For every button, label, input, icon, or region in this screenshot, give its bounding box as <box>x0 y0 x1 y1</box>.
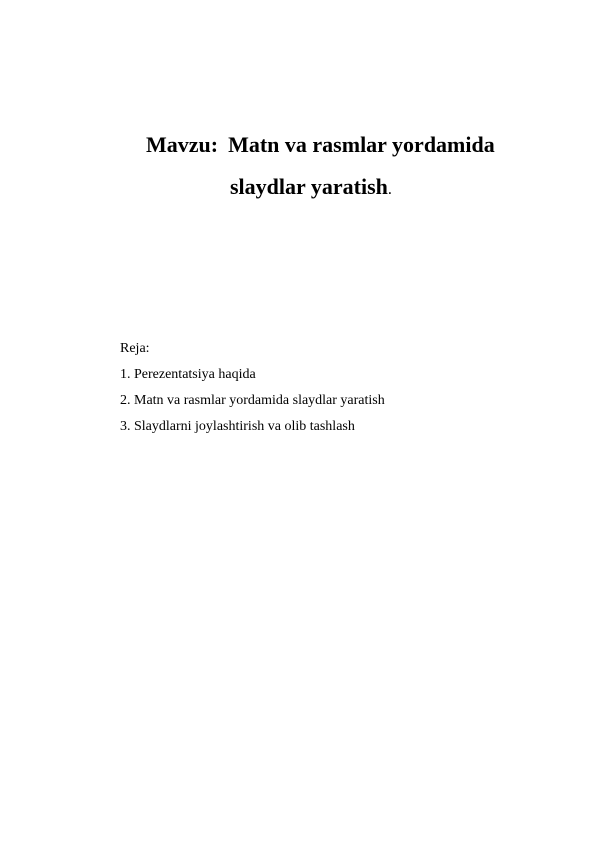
plan-item-1: 1. Perezentatsiya haqida <box>120 367 256 382</box>
title-label: Mavzu: <box>146 132 219 157</box>
title-period: . <box>387 181 392 198</box>
document-title-continuation <box>230 172 392 205</box>
plan-heading: Reja: <box>120 341 150 356</box>
document-title <box>146 130 495 160</box>
plan-item-2: 2. Matn va rasmlar yordamida slaydlar yaratish <box>120 393 385 408</box>
title-topic-part2: slaydlar yaratish <box>230 174 388 199</box>
title-topic-part1: Matn va rasmlar yordamida <box>228 132 495 157</box>
plan-item-3: 3. Slaydlarni joylashtirish va olib tashlash <box>120 419 355 434</box>
plan-section <box>120 336 385 440</box>
